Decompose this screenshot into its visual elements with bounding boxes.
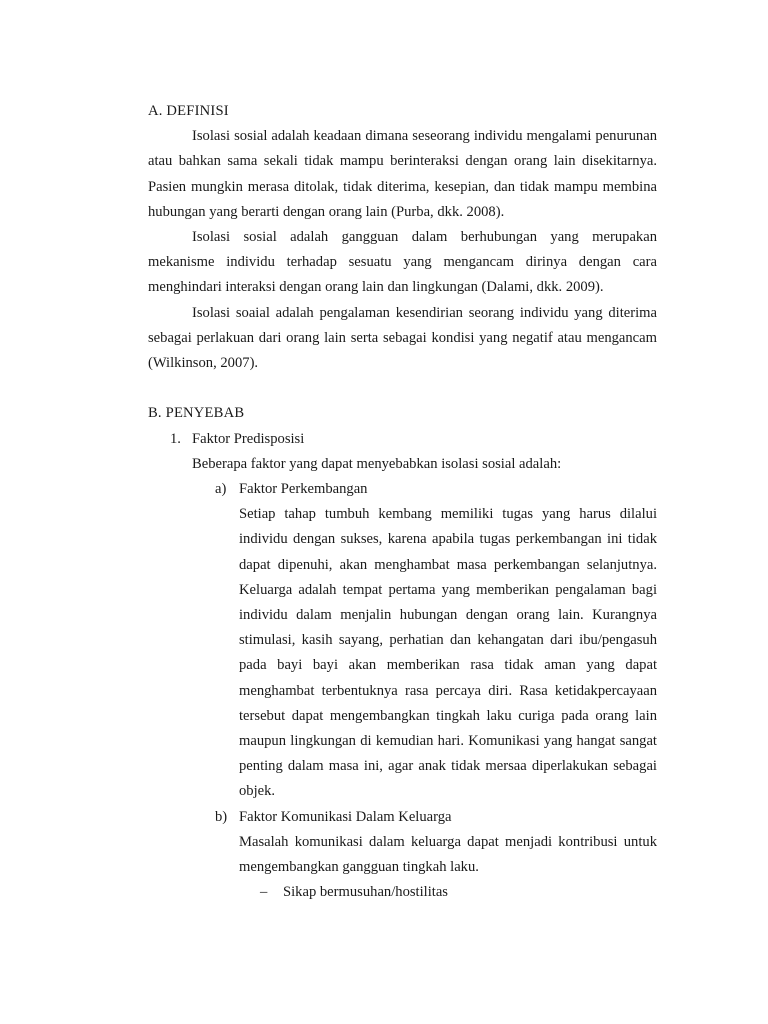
dash-list-item — [239, 880, 657, 905]
sub-item-title: Faktor Perkembangan — [239, 481, 368, 498]
section-spacer — [148, 376, 657, 401]
section-a-heading: A. DEFINISI — [148, 103, 229, 119]
item-intro: Beberapa faktor yang dapat menyebabkan isolasi sosial adalah: — [192, 455, 562, 472]
item-title: Faktor Predisposisi — [192, 430, 305, 447]
definition-paragraph-3: Isolasi soaial adalah pengalaman kesendirian seorang individu yang diterima sebagai perlakuan dari orang lain serta sebagai kondisi yang negatif atau mengancam (Wilkinson, 2007). — [148, 304, 657, 372]
sub-item-perkembangan — [192, 477, 657, 805]
definition-paragraph-2: Isolasi sosial adalah gangguan dalam berhubungan yang merupakan mekanisme individu terhadap sesuatu yang mengancam dirinya dengan cara menghindari interaksi dengan orang lain dan lingkungan (Dalami, dkk. 2009). — [148, 229, 657, 296]
sub-item-marker: b) — [215, 808, 228, 825]
sub-item-text: Setiap tahap tumbuh kembang memiliki tugas yang harus dilalui individu dengan sukses, karena apabila tugas perkembangan ini tidak dapat dipenuhi, akan menghambat masa perkembangan selanjutnya. Keluarga adalah tempat pertama yang memberikan pengalaman bagi individu dalam menjalin hubungan dengan orang lain. Kurangnya stimulasi, kasih sayang, perhatian dan kehangatan dari ibu/pengasuh pada bayi bayi akan memberikan rasa tidak aman yang dapat menghambat terbentuknya rasa percaya diri. Rasa ketidakpercayaan tersebut dapat mengembangkan tingkah laku curiga pada orang lain maupun lingkungan di kemudian hari. Komunikasi yang hangat sangat penting dalam masa ini, agar anak tidak mersaa diperlakukan sebagai objek. — [239, 506, 657, 800]
list-number-marker: 1. — [170, 430, 181, 447]
document-content — [148, 99, 657, 905]
sub-item-komunikasi — [192, 805, 657, 906]
numbered-item-predisposisi — [148, 427, 657, 906]
section-b-heading: B. PENYEBAB — [148, 405, 245, 422]
sub-item-marker: a) — [215, 481, 227, 498]
dash-marker: – — [260, 884, 268, 901]
dash-item-text: Sikap bermusuhan/hostilitas — [283, 884, 448, 901]
sub-item-title: Faktor Komunikasi Dalam Keluarga — [239, 808, 452, 825]
sub-item-text: Masalah komunikasi dalam keluarga dapat menjadi kontribusi untuk mengembangkan gangguan tingkah laku. — [239, 833, 657, 876]
definition-paragraph-1: Isolasi sosial adalah keadaan dimana seseorang individu mengalami penurunan atau bahkan sama sekali tidak mampu berinteraksi dengan orang lain disekitarnya. Pasien mungkin merasa ditolak, tidak diterima, kesepian, dan tidak mampu membina hubungan yang berarti dengan orang lain (Purba, dkk. 2008). — [148, 128, 657, 220]
